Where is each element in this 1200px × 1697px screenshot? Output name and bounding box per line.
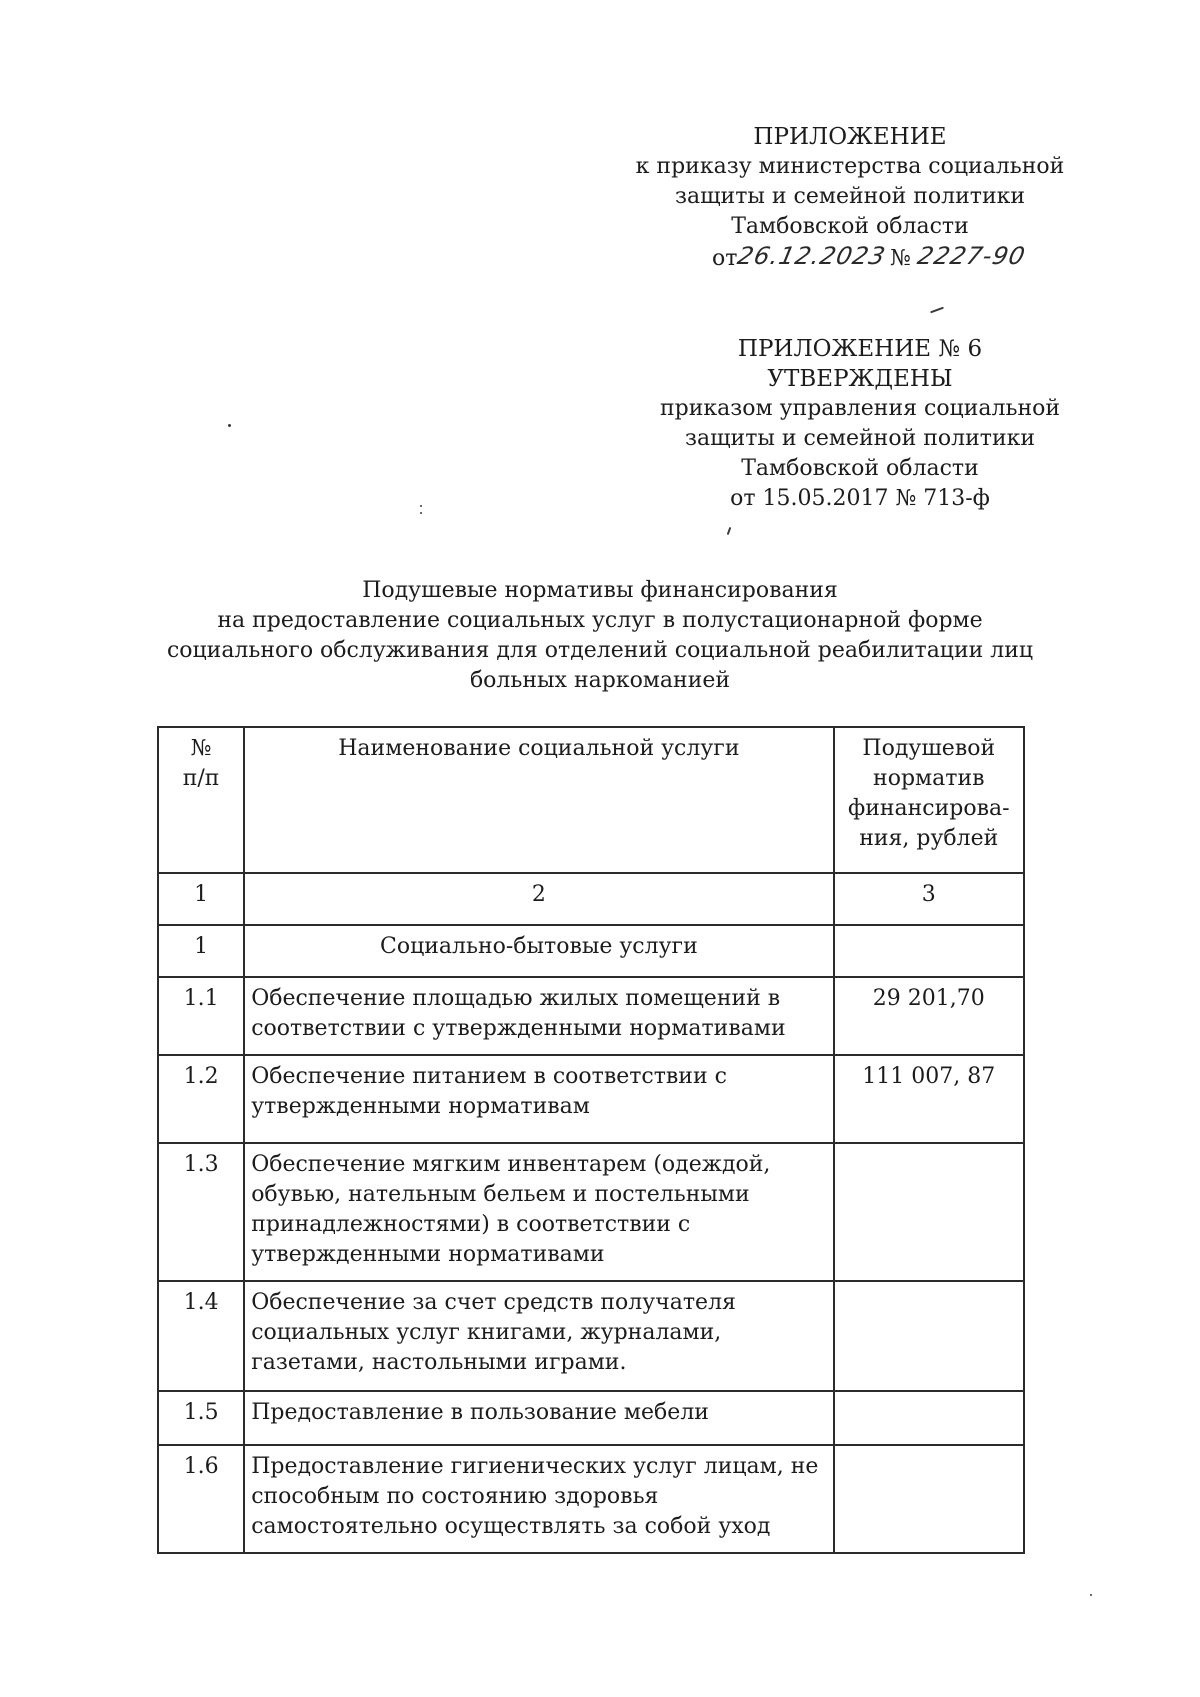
row-num: 1.5 bbox=[158, 1391, 244, 1445]
norms-table bbox=[157, 726, 1025, 1554]
section-num: 1 bbox=[158, 925, 244, 977]
scan-speck bbox=[228, 424, 231, 427]
row-name: Обеспечение площадью жилых помещений в соответствии с утвержденными нормативами bbox=[244, 977, 833, 1055]
appendix-6-line-4: от 15.05.2017 № 713-ф bbox=[730, 486, 990, 511]
column-number-row bbox=[158, 873, 1024, 925]
handwritten-date: 26.12.2023 bbox=[735, 242, 889, 270]
table-row bbox=[158, 1391, 1024, 1445]
row-value bbox=[834, 1281, 1024, 1391]
row-num: 1.2 bbox=[158, 1055, 244, 1143]
appendix-line-3: Тамбовской области bbox=[731, 214, 969, 239]
row-name: Предоставление гигиенических услуг лицам, не способным по состоянию здоровья самостоятельно осуществлять за собой уход bbox=[244, 1445, 833, 1553]
order-date-number-line bbox=[600, 242, 1100, 278]
appendix-6-line-3: Тамбовской области bbox=[741, 456, 979, 481]
doc-title-line-3: социального обслуживания для отделений социальной реабилитации лиц bbox=[166, 638, 1034, 663]
table-row bbox=[158, 1445, 1024, 1553]
scan-speck bbox=[930, 307, 944, 314]
table-row bbox=[158, 1143, 1024, 1281]
section-value bbox=[834, 925, 1024, 977]
table-row bbox=[158, 1055, 1024, 1143]
appendix-6-title: ПРИЛОЖЕНИЕ № 6 bbox=[737, 336, 983, 362]
header-value: Подушевой норматив финансирова- ния, рублей bbox=[834, 727, 1024, 873]
row-name: Обеспечение за счет средств получателя социальных услуг книгами, журналами, газетами, настольными играми. bbox=[244, 1281, 833, 1391]
table-row bbox=[158, 977, 1024, 1055]
appendix-6-line-1: приказом управления социальной bbox=[659, 396, 1061, 421]
date-prefix: от bbox=[712, 246, 738, 271]
row-value: 29 201,70 bbox=[834, 977, 1024, 1055]
number-prefix: № bbox=[890, 246, 911, 271]
row-value bbox=[834, 1143, 1024, 1281]
header-num: № п/п bbox=[158, 727, 244, 873]
table-header-row bbox=[158, 727, 1024, 873]
appendix-line-1: к приказу министерства социальной bbox=[635, 154, 1065, 179]
document-title bbox=[150, 576, 1050, 696]
row-value bbox=[834, 1445, 1024, 1553]
scan-speck bbox=[420, 512, 422, 514]
appendix-6-block bbox=[640, 334, 1080, 514]
doc-title-line-1: Подушевые нормативы финансирования bbox=[362, 578, 838, 603]
doc-title-line-2: на предоставление социальных услуг в полустационарной форме bbox=[217, 608, 983, 633]
column-number-2: 2 bbox=[244, 873, 833, 925]
appendix-order-block bbox=[600, 122, 1100, 278]
appendix-line-2: защиты и семейной политики bbox=[674, 184, 1026, 209]
row-value: 111 007, 87 bbox=[834, 1055, 1024, 1143]
appendix-6-line-2: защиты и семейной политики bbox=[684, 426, 1036, 451]
table-row bbox=[158, 1281, 1024, 1391]
header-name: Наименование социальной услуги bbox=[244, 727, 833, 873]
row-num: 1.6 bbox=[158, 1445, 244, 1553]
row-num: 1.1 bbox=[158, 977, 244, 1055]
row-value bbox=[834, 1391, 1024, 1445]
approved-label: УТВЕРЖДЕНЫ bbox=[767, 366, 953, 392]
row-name: Обеспечение мягким инвентарем (одеждой, обувью, нательным бельем и постельными принадлежностями) в соответствии с утвержденными нормативами bbox=[244, 1143, 833, 1281]
appendix-title: ПРИЛОЖЕНИЕ bbox=[753, 124, 947, 150]
section-row bbox=[158, 925, 1024, 977]
section-name: Социально-бытовые услуги bbox=[244, 925, 833, 977]
column-number-3: 3 bbox=[834, 873, 1024, 925]
row-name: Обеспечение питанием в соответствии с утвержденными нормативам bbox=[244, 1055, 833, 1143]
scan-speck bbox=[727, 527, 732, 535]
scan-speck bbox=[420, 505, 422, 507]
handwritten-number: 2227-90 bbox=[915, 242, 1029, 270]
doc-title-line-4: больных наркоманией bbox=[469, 668, 731, 693]
row-name: Предоставление в пользование мебели bbox=[244, 1391, 833, 1445]
row-num: 1.4 bbox=[158, 1281, 244, 1391]
scan-speck bbox=[1090, 1594, 1092, 1596]
row-num: 1.3 bbox=[158, 1143, 244, 1281]
column-number-1: 1 bbox=[158, 873, 244, 925]
